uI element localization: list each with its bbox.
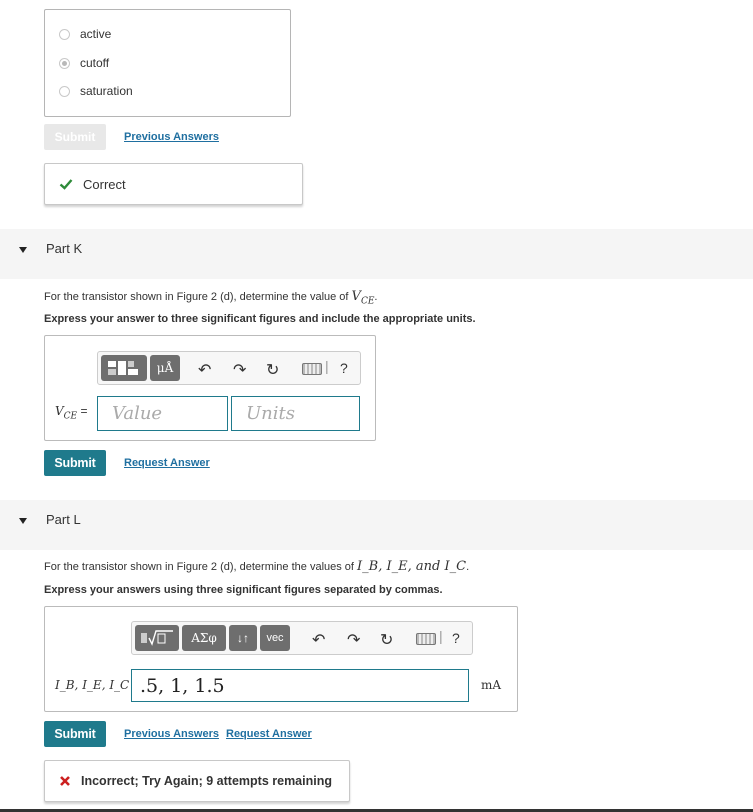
radio-button-selected[interactable] xyxy=(59,58,70,69)
part-k-question: For the transistor shown in Figure 2 (d), determine the value of $V_{CE}$. xyxy=(44,289,378,307)
equals-sign: = xyxy=(80,404,88,418)
keyboard-icon[interactable] xyxy=(416,633,436,645)
feedback-text: Correct xyxy=(83,176,126,192)
option-active[interactable] xyxy=(59,25,111,43)
var-subscript: CE xyxy=(360,296,375,307)
option-cutoff[interactable] xyxy=(59,54,109,72)
reset-icon[interactable]: ↻ xyxy=(380,632,394,649)
units-input[interactable]: Units xyxy=(231,396,360,431)
input-label xyxy=(55,404,88,421)
templates-icon[interactable] xyxy=(101,355,147,381)
question-variables: I_B, I_E, and I_C xyxy=(357,559,467,574)
question-text: For the transistor shown in Figure 2 (d), determine the values of xyxy=(44,561,358,573)
collapse-arrow-icon[interactable] xyxy=(19,518,27,524)
var-subscript: CE xyxy=(63,411,78,422)
answer-input[interactable]: .5, 1, 1.5 xyxy=(131,669,469,702)
redo-icon[interactable]: ↷ xyxy=(233,362,247,379)
input-label-vars: I_B, I_E, I_C xyxy=(55,678,130,692)
math-toolbar xyxy=(97,351,361,385)
request-answer-link[interactable]: Request Answer xyxy=(124,457,210,469)
reset-icon[interactable]: ↻ xyxy=(266,362,280,379)
part-title: Part K xyxy=(46,241,83,256)
submit-button[interactable]: Submit xyxy=(44,450,106,476)
option-label: cutoff xyxy=(80,56,110,70)
part-title: Part L xyxy=(46,512,81,527)
option-label: saturation xyxy=(80,84,133,98)
collapse-arrow-icon[interactable] xyxy=(19,247,27,253)
radio-button[interactable] xyxy=(59,29,70,40)
previous-answers-link[interactable]: Previous Answers xyxy=(124,131,219,143)
feedback-text: Incorrect; Try Again; 9 attempts remaining xyxy=(81,774,332,788)
undo-icon[interactable]: ↶ xyxy=(312,632,326,649)
part-l-instruction: Express your answers using three significant figures separated by commas. xyxy=(44,584,443,596)
templates-icon[interactable] xyxy=(135,625,179,651)
vector-button[interactable]: vec xyxy=(260,625,290,651)
redo-icon[interactable]: ↷ xyxy=(347,632,361,649)
greek-symbols-button[interactable]: ΑΣφ xyxy=(182,625,226,651)
cross-icon xyxy=(59,775,71,787)
part-k-instruction: Express your answer to three significant figures and include the appropriate units. xyxy=(44,313,476,325)
value-input[interactable]: Value xyxy=(97,396,228,431)
part-l-question: For the transistor shown in Figure 2 (d), determine the values of I_B, I_E, and I_C. xyxy=(44,559,470,574)
checkmark-icon xyxy=(59,177,73,191)
keyboard-icon[interactable] xyxy=(302,363,322,375)
var-symbol: V xyxy=(55,404,64,418)
divider: | xyxy=(325,358,329,374)
question-text: For the transistor shown in Figure 2 (d), determine the value of xyxy=(44,291,352,303)
request-answer-link[interactable]: Request Answer xyxy=(226,728,312,740)
option-group xyxy=(44,9,291,117)
question-variable xyxy=(351,289,375,307)
submit-button-disabled: Submit xyxy=(44,124,106,150)
option-label: active xyxy=(80,27,112,41)
arrows-button[interactable]: ↓↑ xyxy=(229,625,257,651)
help-icon[interactable]: ? xyxy=(340,360,348,376)
radio-button[interactable] xyxy=(59,86,70,97)
unit-label: mA xyxy=(481,678,502,692)
option-saturation[interactable] xyxy=(59,82,133,100)
previous-answers-link[interactable]: Previous Answers xyxy=(124,728,219,740)
divider: | xyxy=(439,628,443,644)
input-label xyxy=(55,678,140,692)
undo-icon[interactable]: ↶ xyxy=(198,362,212,379)
part-l-answer-box xyxy=(44,606,518,712)
incorrect-feedback xyxy=(44,760,350,802)
var-symbol: V xyxy=(351,289,361,304)
part-k-header[interactable] xyxy=(0,229,753,279)
math-toolbar xyxy=(131,621,473,655)
part-k-answer-box xyxy=(44,335,376,441)
part-l-header[interactable] xyxy=(0,500,753,550)
help-icon[interactable]: ? xyxy=(452,630,460,646)
units-button[interactable]: μÅ xyxy=(150,355,180,381)
correct-feedback xyxy=(44,163,303,205)
submit-button[interactable]: Submit xyxy=(44,721,106,747)
